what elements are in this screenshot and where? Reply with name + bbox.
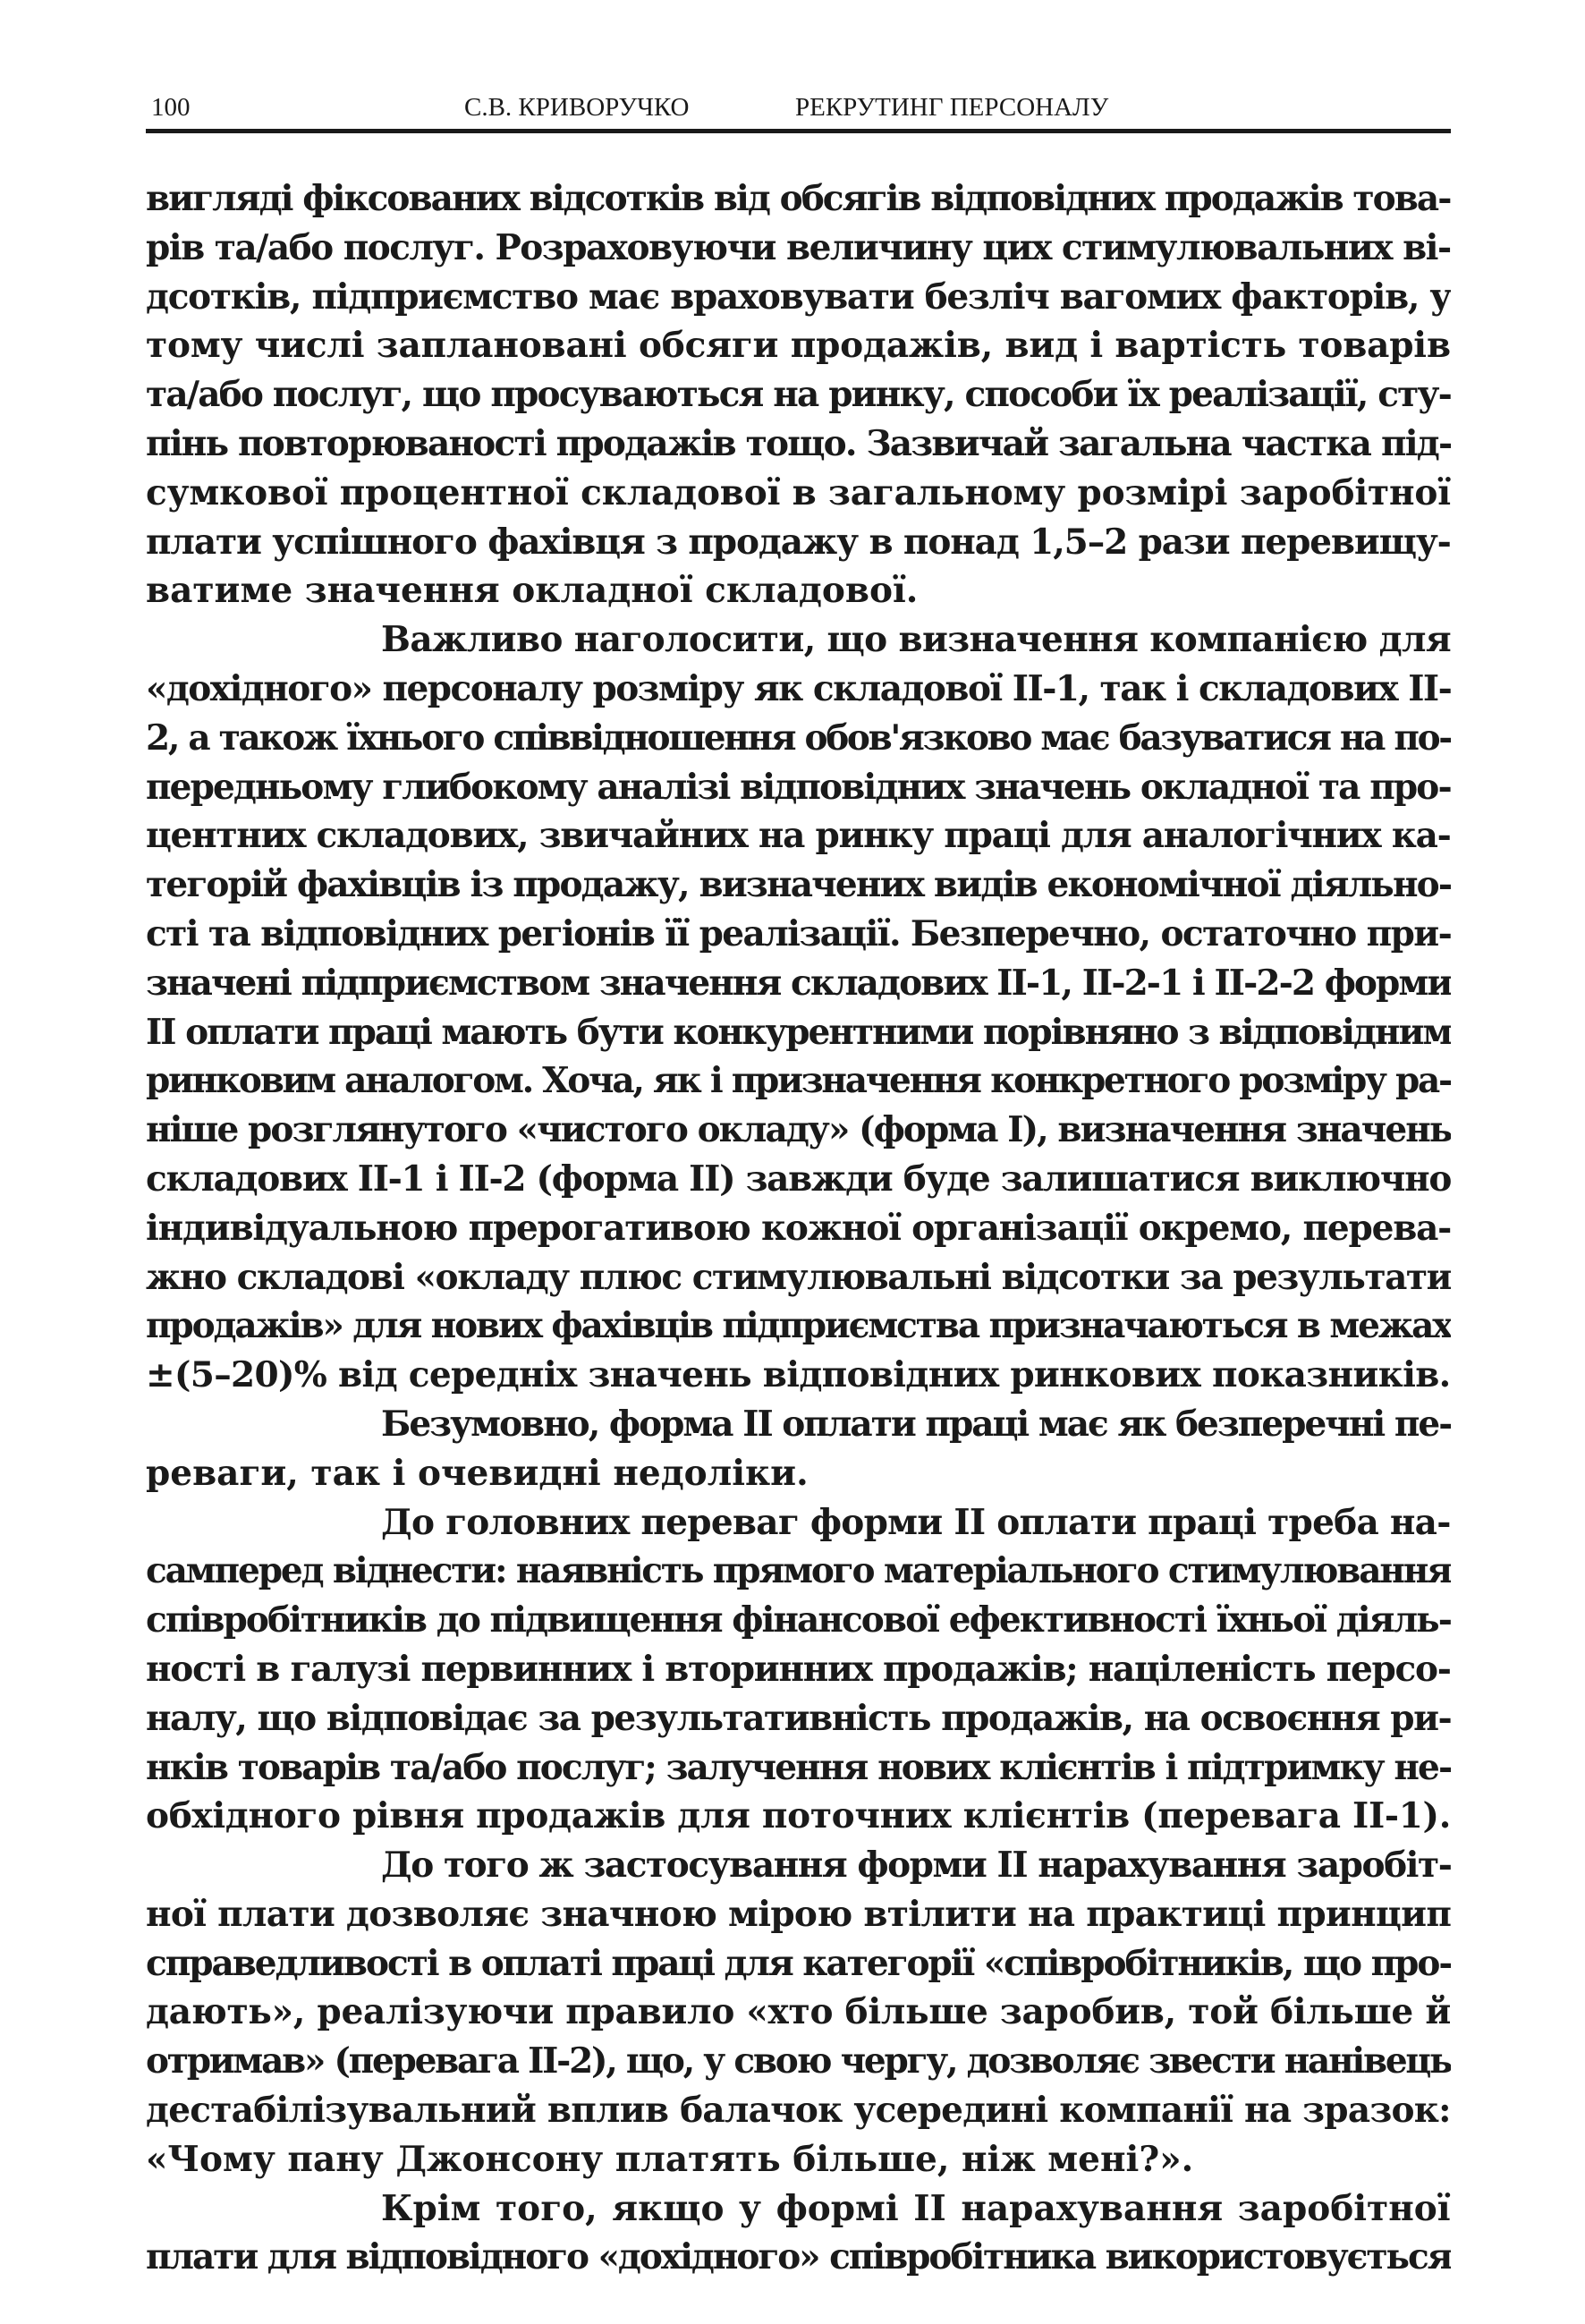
text-line: продажів» для нових фахівців підприємства призначаються в межах (146, 1305, 1451, 1347)
text-line: жно складові «окладу плюс стимулювальні відсотки за результати (146, 1256, 1451, 1298)
text-line: пінь повторюваності продажів тощо. Зазвичай загальна частка під- (146, 422, 1451, 464)
text-line: передньому глибокому аналізі відповідних значень окладної та про- (146, 766, 1451, 808)
text-line: справедливості в оплаті праці для категорії «співробітників, що про- (146, 1942, 1451, 1984)
text-line: сті та відповідних регіонів її реалізації. Безперечно, остаточно при- (146, 912, 1451, 954)
text-line: плати для відповідного «дохідного» співробітника використовується (146, 2236, 1451, 2278)
text-line: значені підприємством значення складових II-1, II-2-1 і II-2-2 форми (146, 962, 1451, 1004)
text-line: самперед віднести: наявність прямого матеріального стимулювання (146, 1550, 1451, 1592)
text-line: індивідуальною прерогативою кожної організації окремо, перева- (146, 1207, 1451, 1249)
text-line: тегорій фахівців із продажу, визначених видів економічної діяльно- (146, 864, 1451, 906)
text-line: «Чому пану Джонсону платять більше, ніж мені?». (146, 2138, 1194, 2180)
text-line: ності в галузі первинних і вторинних продажів; націленість персо- (146, 1648, 1451, 1690)
text-line: II оплати праці мають бути конкурентними порівняно з відповідним (146, 1011, 1451, 1053)
text-line: До головних переваг форми II оплати праці треба на- (381, 1501, 1451, 1543)
paragraph (146, 174, 1451, 615)
paragraph (146, 1841, 1451, 2184)
text-line: До того ж застосування форми II нарахування заробіт- (381, 1845, 1451, 1887)
text-line: дестабілізувальний вплив балачок усередині компанії на зразок: (146, 2090, 1451, 2132)
text-line: ватиме значення окладної складової. (146, 570, 919, 612)
page-number: 100 (151, 93, 191, 122)
text-line: ніше розглянутого «чистого окладу» (форма I), визначення значень (146, 1109, 1451, 1151)
text-line: 2, а також їхнього співвідношення обов'язково має базуватися на по- (146, 717, 1451, 759)
paragraph (146, 1400, 1451, 1498)
text-line: та/або послуг, що просуваються на ринку, способи їх реалізації, сту- (146, 374, 1451, 416)
header-author: С.В. КРИВОРУЧКО (464, 93, 690, 122)
text-line: «дохідного» персоналу розміру як складової II-1, так і складових II- (146, 667, 1451, 709)
paragraph (146, 2184, 1451, 2283)
text-line: обхідного рівня продажів для поточних клієнтів (перевага II-1). (146, 1795, 1451, 1837)
running-header (146, 86, 1451, 133)
text-line: реваги, так і очевидні недоліки. (146, 1452, 809, 1494)
body-text (146, 174, 1451, 2282)
text-line: центних складових, звичайних на ринку праці для аналогічних ка- (146, 815, 1451, 857)
text-line: плати успішного фахівця з продажу в понад 1,5–2 рази перевищу- (146, 521, 1451, 563)
text-line: Безумовно, форма II оплати праці має як безперечні пе- (381, 1403, 1451, 1445)
text-line: ±(5–20)% від середніх значень відповідних ринкових показників. (146, 1354, 1451, 1396)
text-line: сумкової процентної складової в загальному розмірі заробітної (146, 471, 1451, 513)
text-line: налу, що відповідає за результативність продажів, на освоєння ри- (146, 1697, 1451, 1739)
text-line: ної плати дозволяє значною мірою втілити на практиці принцип (146, 1893, 1451, 1935)
text-line: дсотків, підприємство має враховувати безліч вагомих факторів, у (146, 276, 1451, 318)
text-line: ринковим аналогом. Хоча, як і призначення конкретного розміру ра- (146, 1060, 1451, 1102)
header-book-title: РЕКРУТИНГ ПЕРСОНАЛУ (795, 93, 1109, 122)
text-line: Важливо наголосити, що визначення компанією для (381, 619, 1451, 661)
text-line: вигляді фіксованих відсотків від обсягів відповідних продажів това- (146, 178, 1451, 219)
paragraph (146, 615, 1451, 1400)
text-line: нків товарів та/або послуг; залучення нових клієнтів і підтримку не- (146, 1746, 1451, 1788)
text-line: співробітників до підвищення фінансової ефективності їхньої діяль- (146, 1599, 1451, 1641)
text-line: складових II-1 і II-2 (форма II) завжди буде залишатися виключно (146, 1158, 1451, 1200)
text-line: тому числі заплановані обсяги продажів, вид і вартість товарів (146, 325, 1451, 367)
text-line: дають», реалізуючи правило «хто більше заробив, той більше й (146, 1991, 1451, 2033)
text-line: Крім того, якщо у формі II нарахування заробітної (381, 2187, 1451, 2229)
text-line: рів та/або послуг. Розраховуючи величину цих стимулювальних ві- (146, 226, 1451, 268)
text-line: отримав» (перевага II-2), що, у свою чергу, дозволяє звести нанівець (146, 2040, 1451, 2082)
paragraph (146, 1498, 1451, 1842)
